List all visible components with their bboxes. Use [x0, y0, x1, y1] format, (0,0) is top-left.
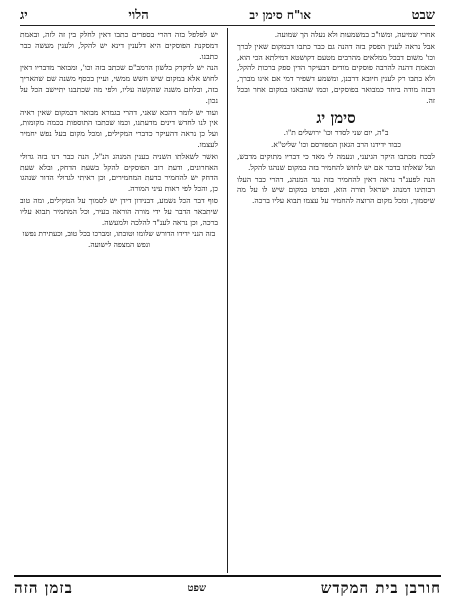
right-paragraph-1: אחרי שמיעה, ומשו"כ במשמעות ולא נעלה הך שמועה. [274, 30, 435, 39]
letter-opening: ב"ה, יום שני לסדר וכו' ירושלים ת"ו. [283, 128, 389, 138]
header-rule [20, 25, 435, 26]
right-body-1: לבכח מכתבו היקר הגיעני, ונעמה לי מאד כי דבריו מתוקים מדבש, ועל שאלתו בדבר אם יש לחוש להחמיר בזה במקום שנהגו להקל. [237, 151, 435, 172]
footer-title: חורבן בית המקדש [320, 578, 441, 597]
left-paragraph-4: ואשר לשאלתו השניה בענין המנהג הנ"ל, הנה כבר דנו בזה גדולי האחרונים, ודעת רוב הפוסקים להקל בשעת הדחק, ובלא שעת הדחק יש להחמיר כדעת המחמירים, וכן ראיתי לגדולי הדור שנהגו כן, והכל לפי ראות עיני המורה. [20, 151, 218, 194]
letter-closing: בזה הנני ידידו הדורש שלומו וטובתו, ומברכו בכל טוב, וכעתירת נפשו ונפש המצפה לישועה. [22, 229, 216, 250]
running-header [20, 6, 435, 24]
page-footer [14, 579, 441, 597]
footer-word: שפט [187, 582, 207, 594]
left-paragraph-2: הנה יש לדקדק בלשון הרמב"ם שכתב בזה וכו', ומבואר מדבריו דאין לחוש אלא במקום שיש חשש ממשי, ועיין בכסף משנה שם שהאריך בזה, ובלחם משנה שהקשה עליו, ולפי מה שכתבנו יתיישב הכל על נכון. [20, 63, 218, 105]
siman-title: סימן יג [316, 108, 356, 127]
right-paragraph-2: אבל נראה לענין הפסק בזה דהנה גם כבר כתבו דבמקום שאין לברך וכו' משום דבכל ממלאים מהרבים מטעם דקושטא דמילתא הכי הוא, ובאמת דהנה להרבה פוסקים מודים דבעיקר הדין ספק ברכות להקל, ולא כתבו רק לענין חיובא דרבנן, ומשמע דשפיר דמי אם אינו מברך, דבזה מודה ביחד כמבואר בפוסקים, וכמו שהבאנו במקום אחר ובכל זה. [237, 41, 435, 105]
left-paragraph-1: יש לפלפל בזה דהרי בספרים כתבו דאין לחלק בין זה לזה, ובאמת דמסקנת הפוסקים היא דלענין דינא יש להקל, ולענין מעשה כבר כתבנו. [20, 30, 218, 61]
header-book: הלוי [128, 8, 149, 23]
header-page-number: יג [20, 8, 28, 23]
left-paragraph-5: סוף דבר הכל נשמע, דבנידון דידן יש לסמוך על המקילים, ומה טוב שיתבאר הדבר על ידי מורה הוראה בעיר, וכל המחמיר תבוא עליו ברכה, וכן נראה לענ"ד להלכה ולמעשה. [20, 195, 218, 227]
footer-time: בזמן הזה [14, 578, 73, 597]
header-section: או"ח סימן יב [249, 7, 311, 22]
left-column [20, 30, 218, 570]
right-body-2: הנה לפענ"ד נראה דאין להחמיר בזה נגד המנהג, דהרי כבר העלו רבותינו דמנהג ישראל תורה הוא, ובפרט במקום שיש לו על מה שיסמוך, ומכל מקום הרוצה להחמיר על עצמו תבוא עליו ברכה. [237, 174, 435, 206]
footer-rule [14, 575, 441, 577]
letter-addressee: כבוד ידידנו הרב הגאון המפורסם וכו' שליט"א. [271, 140, 401, 150]
column-divider [227, 28, 228, 573]
left-paragraph-3: ועוד יש לומר דהכא שאני, דהרי בגמרא מבואר דבמקום שאין ראיה אין לנו לחדש דינים מדעתנו, וכמו שכתבו התוספות בכמה מקומות, ועל כן נראה דהעיקר כדברי המקילים, ומכל מקום בעל נפש יחמיר לעצמו. [20, 107, 218, 149]
header-parsha: שבט [411, 8, 435, 23]
right-column [237, 30, 435, 570]
